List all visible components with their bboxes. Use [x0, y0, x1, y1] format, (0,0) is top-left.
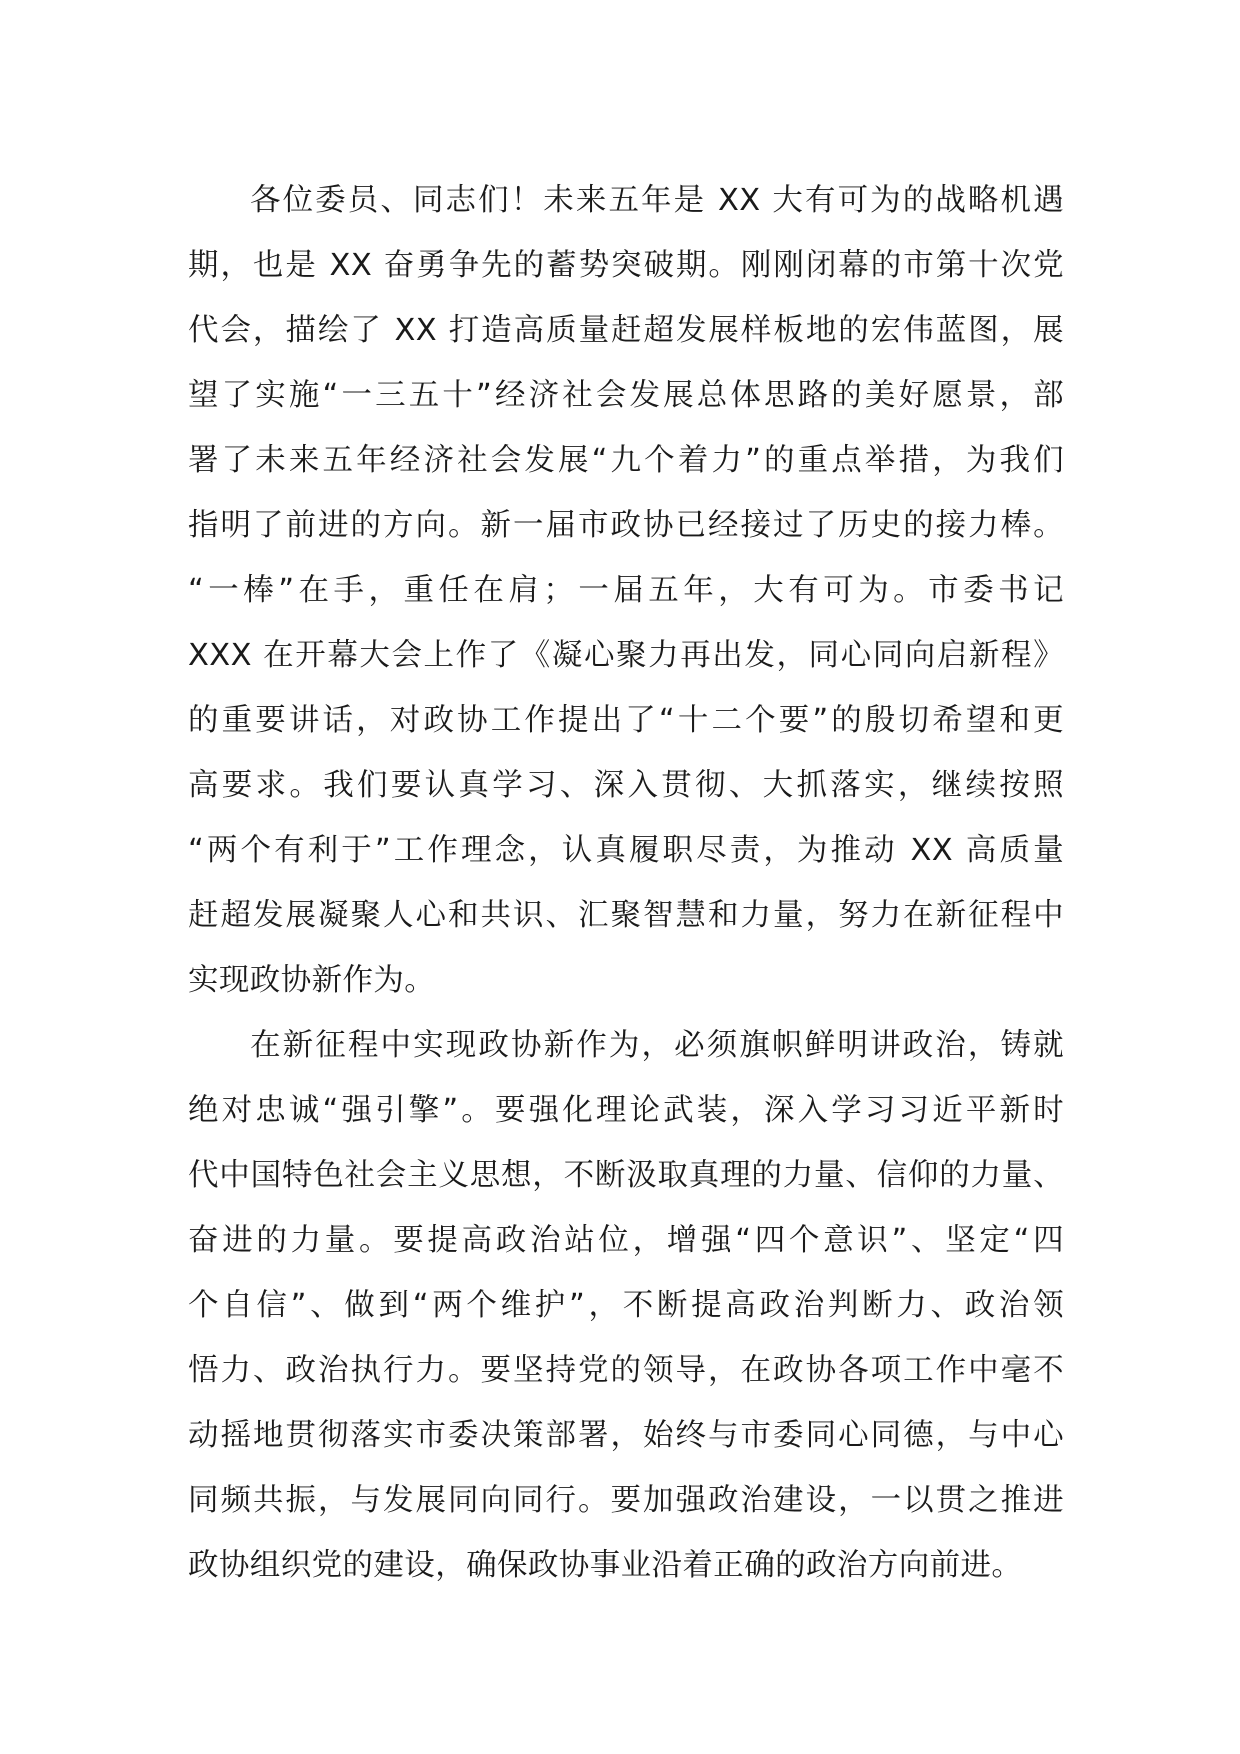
text-line: 各位委员、同志们！未来五年是 XX 大有可为的战略机遇: [250, 183, 1064, 218]
text-line: 奋进的力量。要提高政治站位，增强“四个意识”、坚定“四: [188, 1223, 1064, 1258]
text-line: 代中国特色社会主义思想，不断汲取真理的力量、信仰的力量、: [188, 1158, 1064, 1193]
text-line: 赶超发展凝聚人心和共识、汇聚智慧和力量，努力在新征程中: [188, 898, 1064, 933]
text-line: XXX 在开幕大会上作了《凝心聚力再出发，同心同向启新程》: [188, 638, 1064, 673]
text-line: 悟力、政治执行力。要坚持党的领导，在政协各项工作中毫不: [188, 1353, 1064, 1388]
text-line: 在新征程中实现政协新作为，必须旗帜鲜明讲政治，铸就: [250, 1028, 1064, 1063]
text-line: 动摇地贯彻落实市委决策部署，始终与市委同心同德，与中心: [188, 1418, 1064, 1453]
text-line: “一棒”在手，重任在肩；一届五年，大有可为。市委书记: [188, 573, 1064, 608]
text-line: 代会，描绘了 XX 打造高质量赶超发展样板地的宏伟蓝图，展: [188, 313, 1064, 348]
text-line: 署了未来五年经济社会发展“九个着力”的重点举措，为我们: [188, 443, 1064, 478]
text-line: 政协组织党的建设，确保政协事业沿着正确的政治方向前进。: [188, 1548, 1023, 1583]
text-line: 望了实施“一三五十”经济社会发展总体思路的美好愿景，部: [188, 378, 1064, 413]
text-line: 实现政协新作为。: [188, 963, 436, 998]
text-line: 同频共振，与发展同向同行。要加强政治建设，一以贯之推进: [188, 1483, 1064, 1518]
text-line: 个自信”、做到“两个维护”，不断提高政治判断力、政治领: [188, 1288, 1064, 1323]
document-body: [188, 168, 1064, 1598]
text-line: 的重要讲话，对政协工作提出了“十二个要”的殷切希望和更: [188, 703, 1064, 738]
text-line: 指明了前进的方向。新一届市政协已经接过了历史的接力棒。: [188, 508, 1064, 543]
paragraph-1: [188, 168, 1064, 1013]
text-line: 期，也是 XX 奋勇争先的蓄势突破期。刚刚闭幕的市第十次党: [188, 248, 1064, 283]
text-line: “两个有利于”工作理念，认真履职尽责，为推动 XX 高质量: [188, 833, 1064, 868]
text-line: 高要求。我们要认真学习、深入贯彻、大抓落实，继续按照: [188, 768, 1064, 803]
text-line: 绝对忠诚“强引擎”。要强化理论武装，深入学习习近平新时: [188, 1093, 1064, 1128]
paragraph-2: [188, 1013, 1064, 1598]
